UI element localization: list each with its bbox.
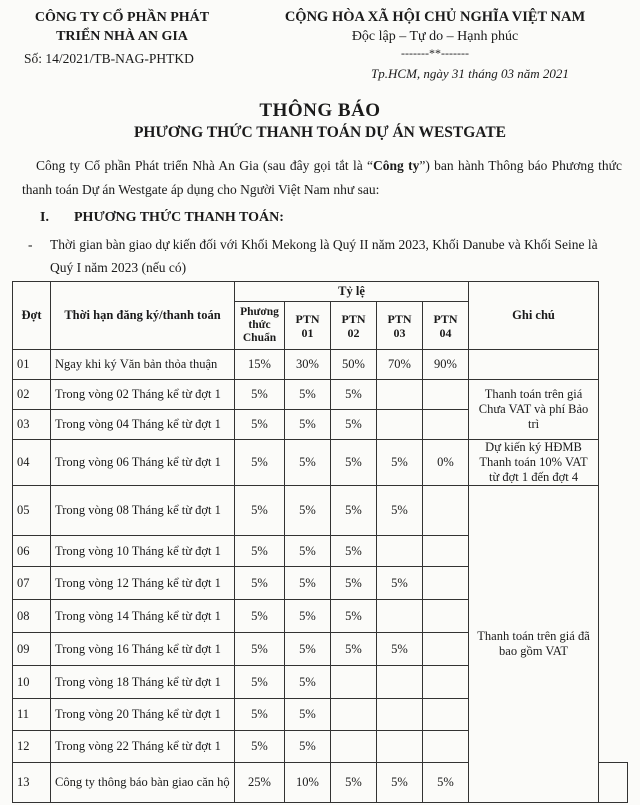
cell-ptn04: 0% (423, 440, 469, 486)
cell-ptn02: 5% (331, 440, 377, 486)
cell-term: Trong vòng 12 Tháng kể từ đợt 1 (51, 567, 235, 600)
cell-ptn01: 5% (285, 486, 331, 536)
cell-ptn04 (423, 380, 469, 410)
cell-ptn01: 5% (285, 731, 331, 763)
cell-ptn04 (423, 699, 469, 731)
header-ptn03: PTN 03 (377, 302, 423, 350)
cell-dot: 03 (13, 410, 51, 440)
cell-standard: 25% (235, 763, 285, 803)
cell-dot: 10 (13, 666, 51, 699)
cell-ptn03: 5% (377, 486, 423, 536)
cell-note-contract: Dự kiến ký HĐMB Thanh toán 10% VAT từ đợt 1 đến đợt 4 (469, 440, 599, 486)
cell-ptn02: 5% (331, 763, 377, 803)
company-name-line1: CÔNG TY CỔ PHẦN PHÁT (34, 10, 210, 25)
cell-ptn02: 5% (331, 633, 377, 666)
intro-paragraph (22, 154, 622, 202)
cell-term: Trong vòng 20 Tháng kể từ đợt 1 (51, 699, 235, 731)
table-row (13, 440, 628, 486)
cell-ptn04 (423, 666, 469, 699)
cell-ptn01: 5% (285, 410, 331, 440)
cell-note-empty (599, 763, 628, 803)
company-name-line2: TRIỂN NHÀ AN GIA (56, 29, 188, 44)
cell-standard: 5% (235, 633, 285, 666)
cell-standard: 5% (235, 666, 285, 699)
table-row (13, 486, 628, 536)
cell-ptn02: 5% (331, 410, 377, 440)
cell-ptn02: 5% (331, 486, 377, 536)
cell-ptn03: 5% (377, 440, 423, 486)
cell-ptn04: 90% (423, 350, 469, 380)
cell-dot: 04 (13, 440, 51, 486)
cell-ptn01: 30% (285, 350, 331, 380)
cell-ptn03 (377, 666, 423, 699)
cell-dot: 06 (13, 536, 51, 567)
payment-table (12, 281, 628, 803)
cell-term: Trong vòng 08 Tháng kể từ đợt 1 (51, 486, 235, 536)
cell-dot: 05 (13, 486, 51, 536)
cell-ptn02: 50% (331, 350, 377, 380)
section-heading (40, 210, 284, 226)
header-ptn02: PTN 02 (331, 302, 377, 350)
cell-dot: 13 (13, 763, 51, 803)
cell-ptn04 (423, 567, 469, 600)
cell-term: Trong vòng 06 Tháng kể từ đợt 1 (51, 440, 235, 486)
cell-ptn01: 5% (285, 666, 331, 699)
cell-ptn03 (377, 380, 423, 410)
cell-ptn01: 5% (285, 380, 331, 410)
cell-ptn04: 5% (423, 763, 469, 803)
cell-ptn02: 5% (331, 600, 377, 633)
cell-standard: 5% (235, 731, 285, 763)
cell-ptn03: 5% (377, 567, 423, 600)
document-subtitle: PHƯƠNG THỨC THANH TOÁN DỰ ÁN WESTGATE (133, 124, 507, 141)
cell-term: Trong vòng 18 Tháng kể từ đợt 1 (51, 666, 235, 699)
table-row (13, 350, 628, 380)
cell-standard: 5% (235, 600, 285, 633)
table-row (13, 380, 628, 410)
cell-ptn01: 5% (285, 536, 331, 567)
header-term: Thời hạn đăng ký/thanh toán (51, 282, 235, 350)
cell-standard: 5% (235, 486, 285, 536)
company-header (24, 8, 254, 67)
cell-ptn02 (331, 699, 377, 731)
cell-ptn04 (423, 633, 469, 666)
cell-standard: 5% (235, 410, 285, 440)
cell-dot: 01 (13, 350, 51, 380)
cell-term: Trong vòng 02 Tháng kể từ đợt 1 (51, 380, 235, 410)
table-header-row (13, 282, 628, 302)
cell-ptn01: 10% (285, 763, 331, 803)
cell-ptn01: 5% (285, 440, 331, 486)
cell-ptn03: 5% (377, 633, 423, 666)
document-number: Số: 14/2021/TB-NAG-PHTKD (24, 51, 194, 66)
cell-ptn01: 5% (285, 567, 331, 600)
cell-standard: 15% (235, 350, 285, 380)
cell-ptn04 (423, 536, 469, 567)
handover-bullet (28, 233, 618, 279)
header-note: Ghi chú (469, 282, 599, 350)
cell-standard: 5% (235, 536, 285, 567)
header-ptn04: PTN 04 (423, 302, 469, 350)
cell-standard: 5% (235, 699, 285, 731)
cell-ptn03 (377, 410, 423, 440)
cell-term: Trong vòng 16 Tháng kể từ đợt 1 (51, 633, 235, 666)
cell-standard: 5% (235, 440, 285, 486)
cell-ptn02 (331, 666, 377, 699)
header-ratio: Tỷ lệ (235, 282, 469, 302)
cell-term: Trong vòng 14 Tháng kể từ đợt 1 (51, 600, 235, 633)
cell-ptn03: 5% (377, 763, 423, 803)
cell-ptn03 (377, 536, 423, 567)
cell-ptn04 (423, 731, 469, 763)
cell-ptn04 (423, 600, 469, 633)
intro-text-end: ”) ban hành Thông báo Phương thức thanh toán Dự án Westgate áp dụng cho Người Việt Nam như sau: (22, 158, 622, 197)
cell-ptn02: 5% (331, 380, 377, 410)
cell-term: Trong vòng 10 Tháng kể từ đợt 1 (51, 536, 235, 567)
cell-ptn02 (331, 731, 377, 763)
cell-ptn01: 5% (285, 699, 331, 731)
cell-ptn03: 70% (377, 350, 423, 380)
cell-ptn04 (423, 486, 469, 536)
cell-dot: 11 (13, 699, 51, 731)
national-motto: Độc lập – Tự do – Hạnh phúc (351, 29, 519, 44)
section-title: PHƯƠNG THỨC THANH TOÁN: (74, 210, 284, 225)
cell-ptn03 (377, 731, 423, 763)
issue-date: Tp.HCM, ngày 31 tháng 03 năm 2021 (371, 66, 569, 81)
cell-term: Trong vòng 04 Tháng kể từ đợt 1 (51, 410, 235, 440)
motto-divider: -------**------- (401, 46, 469, 60)
cell-ptn01: 5% (285, 600, 331, 633)
cell-standard: 5% (235, 380, 285, 410)
cell-standard: 5% (235, 567, 285, 600)
intro-company-term: Công ty (373, 158, 420, 173)
cell-note-empty (469, 350, 599, 380)
cell-term: Ngay khi ký Văn bản thỏa thuận (51, 350, 235, 380)
cell-ptn03 (377, 600, 423, 633)
cell-dot: 12 (13, 731, 51, 763)
cell-ptn01: 5% (285, 633, 331, 666)
cell-note-incl-vat: Thanh toán trên giá đã bao gồm VAT (469, 486, 599, 803)
cell-ptn02: 5% (331, 567, 377, 600)
bullet-dash: - (28, 237, 33, 252)
header-standard: Phương thức Chuẩn (235, 302, 285, 350)
header-dot: Đợt (13, 282, 51, 350)
cell-ptn02: 5% (331, 536, 377, 567)
cell-term: Trong vòng 22 Tháng kể từ đợt 1 (51, 731, 235, 763)
cell-ptn04 (423, 410, 469, 440)
company-name (24, 8, 220, 46)
republic-name: CỘNG HÒA XÃ HỘI CHỦ NGHĨA VIỆT NAM (284, 9, 586, 25)
section-number: I. (40, 210, 49, 225)
cell-dot: 07 (13, 567, 51, 600)
cell-ptn03 (377, 699, 423, 731)
cell-note-pre-vat: Thanh toán trên giá Chưa VAT và phí Bảo trì (469, 380, 599, 440)
bullet-text: Thời gian bàn giao dự kiến đối với Khối Mekong là Quý II năm 2023, Khối Danube và Khối Seine là Quý I năm 2023 (nếu có) (50, 237, 598, 275)
cell-term: Công ty thông báo bàn giao căn hộ (51, 763, 235, 803)
intro-text-start: Công ty Cổ phần Phát triển Nhà An Gia (sau đây gọi tắt là “ (36, 158, 374, 173)
document-title: THÔNG BÁO (259, 100, 381, 121)
cell-dot: 08 (13, 600, 51, 633)
cell-dot: 02 (13, 380, 51, 410)
header-ptn01: PTN 01 (285, 302, 331, 350)
cell-dot: 09 (13, 633, 51, 666)
national-header (250, 8, 620, 82)
